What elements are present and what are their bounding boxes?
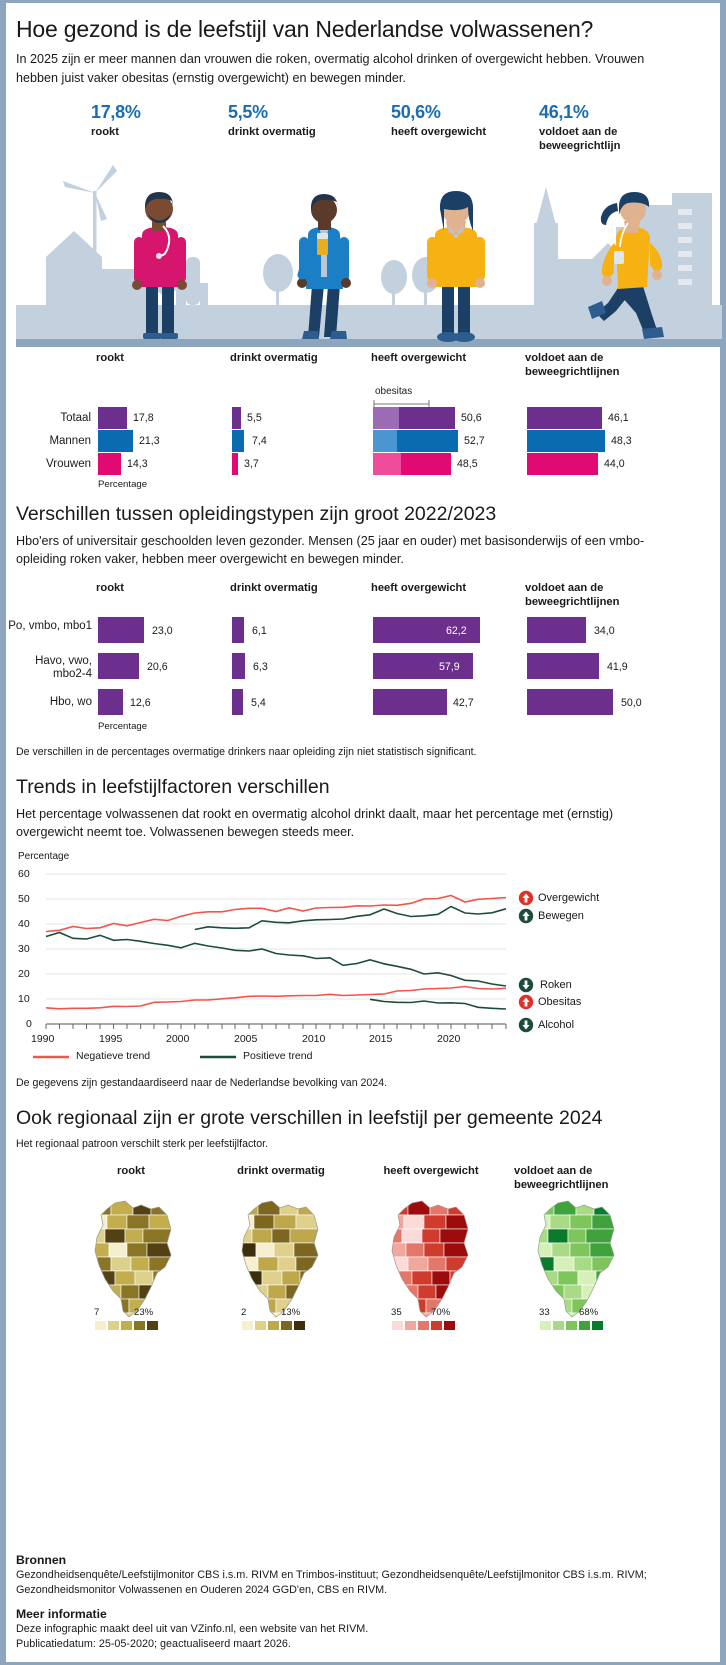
trends-line-chart: [6, 851, 720, 1066]
col-head-drinkt: drinkt overmatig: [230, 581, 318, 594]
legend-label-positive: Positieve trend: [243, 1050, 313, 1063]
more-info-text: Deze infographic maakt deel uit van VZinfo.nl, een website van het RIVM.: [16, 1623, 369, 1636]
scene-baseline: [16, 339, 722, 347]
xtick-2010: 2010: [302, 1033, 326, 1046]
education-bar-chart: [6, 581, 720, 741]
bar-edu-beweeg-havo: [527, 653, 599, 679]
education-title: Verschillen tussen opleidingstypen zijn groot 2022/2023: [16, 502, 497, 525]
xtick-2000: 2000: [166, 1033, 190, 1046]
cat-label-hbo-wo: Hbo, wo: [49, 695, 92, 708]
ytick-20: 20: [18, 968, 30, 981]
map-beweeg: [524, 1199, 629, 1324]
regional-intro: Het regionaal patroon verschilt sterk per leefstijlfactor.: [16, 1137, 269, 1150]
cat-label-vrouwen: Vrouwen: [46, 457, 91, 470]
cat-label-havo-vwo: Havo, vwo, mbo2-4: [35, 654, 92, 680]
sex-bar-chart: [6, 349, 720, 501]
bar-value: 41,9: [607, 660, 628, 673]
regional-maps: [6, 1164, 720, 1344]
legend-high: 23%: [134, 1306, 154, 1318]
highlight-value: 46,1%: [539, 101, 589, 122]
header-section: [6, 17, 720, 87]
axis-caption-percentage: Percentage: [98, 720, 148, 732]
bar-value: 34,0: [594, 624, 615, 637]
bar-beweeg-vrouwen: [527, 453, 598, 475]
cat-label-po-vmbo: Po, vmbo, mbo1: [8, 619, 92, 632]
education-note: De verschillen in de percentages overmatige drinkers naar opleiding zijn niet statistisch significant.: [16, 745, 477, 758]
bar-value: 44,0: [604, 457, 625, 470]
map-head-rookt: rookt: [117, 1164, 145, 1177]
bar-obesitas-totaal: [373, 407, 399, 429]
bar-drinkt-vrouwen: [232, 453, 238, 475]
col-head-drinkt: drinkt overmatig: [230, 351, 318, 364]
xtick-1990: 1990: [31, 1033, 55, 1046]
bar-obesitas-vrouwen: [373, 453, 401, 475]
legend-swatches: [539, 1320, 604, 1331]
col-head-beweeg: voldoet aan de beweegrichtlijnen: [525, 351, 620, 378]
trends-title: Trends in leefstijlfactoren verschillen: [16, 775, 330, 798]
trends-intro: Het percentage volwassenen dat rookt en overmatig alcohol drinkt daalt, maar het percentage met (ernstig) overgewicht neemt toe. Volwassenen bewegen steeds meer.: [16, 806, 614, 840]
y-axis-title: Percentage: [18, 851, 70, 863]
line-obesitas: [46, 987, 506, 1009]
bar-rookt-totaal: [98, 407, 127, 429]
series-label-alcohol: Alcohol: [538, 1019, 575, 1032]
xtick-2015: 2015: [369, 1033, 393, 1046]
col-head-rookt: rookt: [96, 351, 124, 364]
trends-note: De gegevens zijn gestandaardiseerd naar de Nederlandse bevolking van 2024.: [16, 1077, 388, 1090]
bar-edu-overgewicht-hbo: [373, 689, 447, 715]
legend-label-negative: Negatieve trend: [76, 1050, 151, 1063]
bar-value: 23,0: [152, 624, 173, 637]
line-chart-svg: [6, 864, 516, 1036]
legend-low: 7: [94, 1306, 100, 1318]
bar-value: 52,7: [464, 434, 485, 447]
highlight-stat-beweegrichtlijn: [539, 103, 664, 153]
highlight-stat-drinkt: [228, 103, 378, 139]
line-roken: [46, 933, 506, 987]
highlight-stat-overgewicht: [391, 103, 546, 139]
bar-value: 6,1: [252, 624, 267, 637]
axis-caption-percentage: Percentage: [98, 478, 148, 490]
map-overgewicht: [378, 1199, 483, 1324]
legend-swatches: [241, 1320, 306, 1331]
page-title: Hoe gezond is de leefstijl van Nederlandse volwassenen?: [16, 16, 594, 42]
bar-edu-beweeg-po: [527, 617, 586, 643]
xtick-2005: 2005: [234, 1033, 258, 1046]
bar-edu-rookt-hbo: [98, 689, 123, 715]
intro-paragraph: In 2025 zijn er meer mannen dan vrouwen die roken, overmatig alcohol drinken of overgewicht hebben. Vrouwen hebben juist vaker obesitas (ernstig overgewicht) en bewegen minder.: [16, 52, 645, 85]
highlight-stat-rookt: [91, 103, 216, 139]
bar-value: 46,1: [608, 411, 629, 424]
highlight-value: 50,6%: [391, 101, 441, 122]
sources-text: Gezondheidsenquête/Leefstijlmonitor CBS i.s.m. RIVM en Trimbos-instituut; Gezondheidsenquête/Leefstijlmonitor CBS i.s.m. RIVM; Gezondheidsmonitor Volwassenen en Ouderen 2024 GGD'en, CBS en RIVM.: [16, 1569, 647, 1597]
bar-edu-drinkt-hbo: [232, 689, 243, 715]
bar-beweeg-totaal: [527, 407, 602, 429]
ytick-30: 30: [18, 943, 30, 956]
map-legend-drinkt: [241, 1307, 306, 1331]
legend-high: 70%: [431, 1306, 451, 1318]
bar-value: 21,3: [139, 434, 160, 447]
map-rookt: [81, 1199, 186, 1324]
map-legend-rookt: [94, 1307, 159, 1331]
bar-obesitas-mannen: [373, 430, 397, 452]
bar-edu-rookt-po: [98, 617, 144, 643]
legend-swatch-positive: [200, 1055, 236, 1059]
trends-note-wrap: [6, 1076, 720, 1091]
legend-low: 2: [241, 1306, 247, 1318]
more-info-heading: Meer informatie: [16, 1607, 107, 1622]
bar-edu-rookt-havo: [98, 653, 139, 679]
series-label-bewegen: Bewegen: [538, 910, 584, 923]
bar-value: 50,6: [461, 411, 482, 424]
bar-value: 62,2: [446, 624, 467, 637]
education-intro: Hbo'ers of universitair geschoolden leven gezonder. Mensen (25 jaar en ouder) met basisonderwijs of een vmbo-opleiding roken vaker, hebben meer overgewicht en bewegen minder.: [16, 534, 645, 567]
bar-value: 6,3: [253, 660, 268, 673]
bar-value: 5,4: [251, 696, 266, 709]
illustration-scene: [16, 165, 710, 345]
map-head-beweeg: voldoet aan de beweegrichtlijnen: [514, 1164, 609, 1191]
highlight-value: 17,8%: [91, 101, 141, 122]
highlight-label: heeft overgewicht: [391, 125, 487, 138]
ytick-60: 60: [18, 868, 30, 881]
bar-value: 5,5: [247, 411, 262, 424]
map-legend-beweeg: [539, 1307, 604, 1331]
footer-section: [16, 1553, 710, 1652]
map-legend-overgewicht: [391, 1307, 456, 1331]
arrow-up-green-icon: [518, 908, 534, 924]
legend-low: 35: [391, 1306, 402, 1318]
bar-edu-drinkt-po: [232, 617, 244, 643]
regional-title: Ook regionaal zijn er grote verschillen in leefstijl per gemeente 2024: [16, 1107, 603, 1130]
line-overgewicht: [46, 896, 506, 932]
bar-rookt-mannen: [98, 430, 133, 452]
bar-value: 48,5: [457, 457, 478, 470]
trends-section-header: [6, 776, 720, 842]
col-head-rookt: rookt: [96, 581, 124, 594]
bar-value: 17,8: [133, 411, 154, 424]
xtick-2020: 2020: [437, 1033, 461, 1046]
arrow-up-red-icon: [518, 890, 534, 906]
bar-value: 50,0: [621, 696, 642, 709]
map-head-drinkt: drinkt overmatig: [237, 1164, 325, 1177]
col-head-overgewicht: heeft overgewicht: [371, 351, 467, 364]
ytick-0: 0: [26, 1018, 32, 1031]
highlight-value: 5,5%: [228, 101, 268, 122]
xtick-1995: 1995: [99, 1033, 123, 1046]
series-label-roken: Roken: [540, 979, 572, 992]
bar-beweeg-mannen: [527, 430, 605, 452]
cat-label-totaal: Totaal: [60, 411, 91, 424]
col-head-beweeg: voldoet aan de beweegrichtlijnen: [525, 581, 620, 608]
obesitas-label: obesitas: [375, 385, 413, 397]
arrow-down-green-icon: [518, 977, 534, 993]
ytick-40: 40: [18, 918, 30, 931]
bar-edu-drinkt-havo: [232, 653, 245, 679]
series-label-overgewicht: Overgewicht: [538, 892, 600, 905]
publication-date: Publicatiedatum: 25-05-2020; geactualiseerd maart 2026.: [16, 1638, 291, 1651]
education-note-wrap: [6, 745, 720, 760]
arrow-up-red-icon: [518, 994, 534, 1010]
bar-value: 14,3: [127, 457, 148, 470]
legend-swatches: [94, 1320, 159, 1331]
cat-label-mannen: Mannen: [49, 434, 91, 447]
bar-edu-beweeg-hbo: [527, 689, 613, 715]
legend-swatches: [391, 1320, 456, 1331]
bar-rookt-vrouwen: [98, 453, 121, 475]
bar-value: 42,7: [453, 696, 474, 709]
bar-value: 12,6: [130, 696, 151, 709]
col-head-overgewicht: heeft overgewicht: [371, 581, 467, 594]
legend-high: 13%: [281, 1306, 301, 1318]
map-drinkt: [228, 1199, 333, 1324]
regional-section-header: [6, 1107, 720, 1151]
bar-drinkt-totaal: [232, 407, 241, 429]
arrow-down-green-icon: [518, 1017, 534, 1033]
highlight-label: drinkt overmatig: [228, 125, 316, 138]
sources-heading: Bronnen: [16, 1553, 67, 1567]
highlight-stats: [6, 103, 720, 165]
highlight-label: voldoet aan de beweegrichtlijn: [539, 125, 621, 152]
ytick-50: 50: [18, 893, 30, 906]
legend-high: 68%: [579, 1306, 599, 1318]
education-section-header: [6, 503, 720, 569]
bar-value: 20,6: [147, 660, 168, 673]
legend-low: 33: [539, 1306, 550, 1318]
legend-swatch-negative: [33, 1055, 69, 1059]
bar-drinkt-mannen: [232, 430, 244, 452]
line-alcohol: [370, 1000, 506, 1010]
ytick-10: 10: [18, 993, 30, 1006]
map-head-overgewicht: heeft overgewicht: [383, 1164, 479, 1177]
line-bewegen: [195, 907, 506, 930]
bar-value: 48,3: [611, 434, 632, 447]
bar-value: 3,7: [244, 457, 259, 470]
illustration-svg: [16, 165, 722, 347]
bar-value: 57,9: [439, 660, 460, 673]
bar-value: 7,4: [252, 434, 267, 447]
series-label-obesitas: Obesitas: [538, 996, 582, 1009]
highlight-label: rookt: [91, 125, 119, 138]
